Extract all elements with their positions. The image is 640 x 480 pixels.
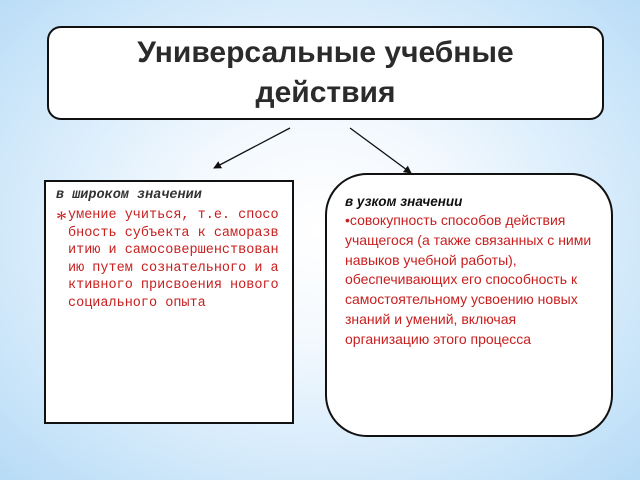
narrow-meaning-box	[325, 173, 613, 437]
diagram-title: Универсальные учебные действия	[137, 36, 514, 109]
arrow-to-broad-meaning	[214, 128, 290, 168]
dot-bullet-icon: •	[345, 212, 350, 228]
title-box	[47, 26, 604, 120]
narrow-meaning-item	[345, 211, 595, 350]
broad-meaning-item	[56, 207, 284, 313]
broad-meaning-heading: в широком значении	[56, 188, 202, 203]
broad-meaning-text: умение учиться, т.е. способность субъекта к саморазвитию и самосовершенствованию путем сознательного и активного присвоения нового социального опыта	[68, 208, 279, 311]
asterisk-bullet-icon: *	[56, 206, 67, 231]
arrow-to-narrow-meaning	[350, 128, 411, 173]
narrow-meaning-heading: в узком значении	[345, 194, 463, 209]
narrow-meaning-text: совокупность способов действия учащегося (а также связанных с ними навыков учебной работы), обеспечивающих его способность к самостоятельному усвоению новых знаний и умений, включая организацию этого процесса	[345, 212, 592, 347]
broad-meaning-box	[44, 180, 294, 424]
